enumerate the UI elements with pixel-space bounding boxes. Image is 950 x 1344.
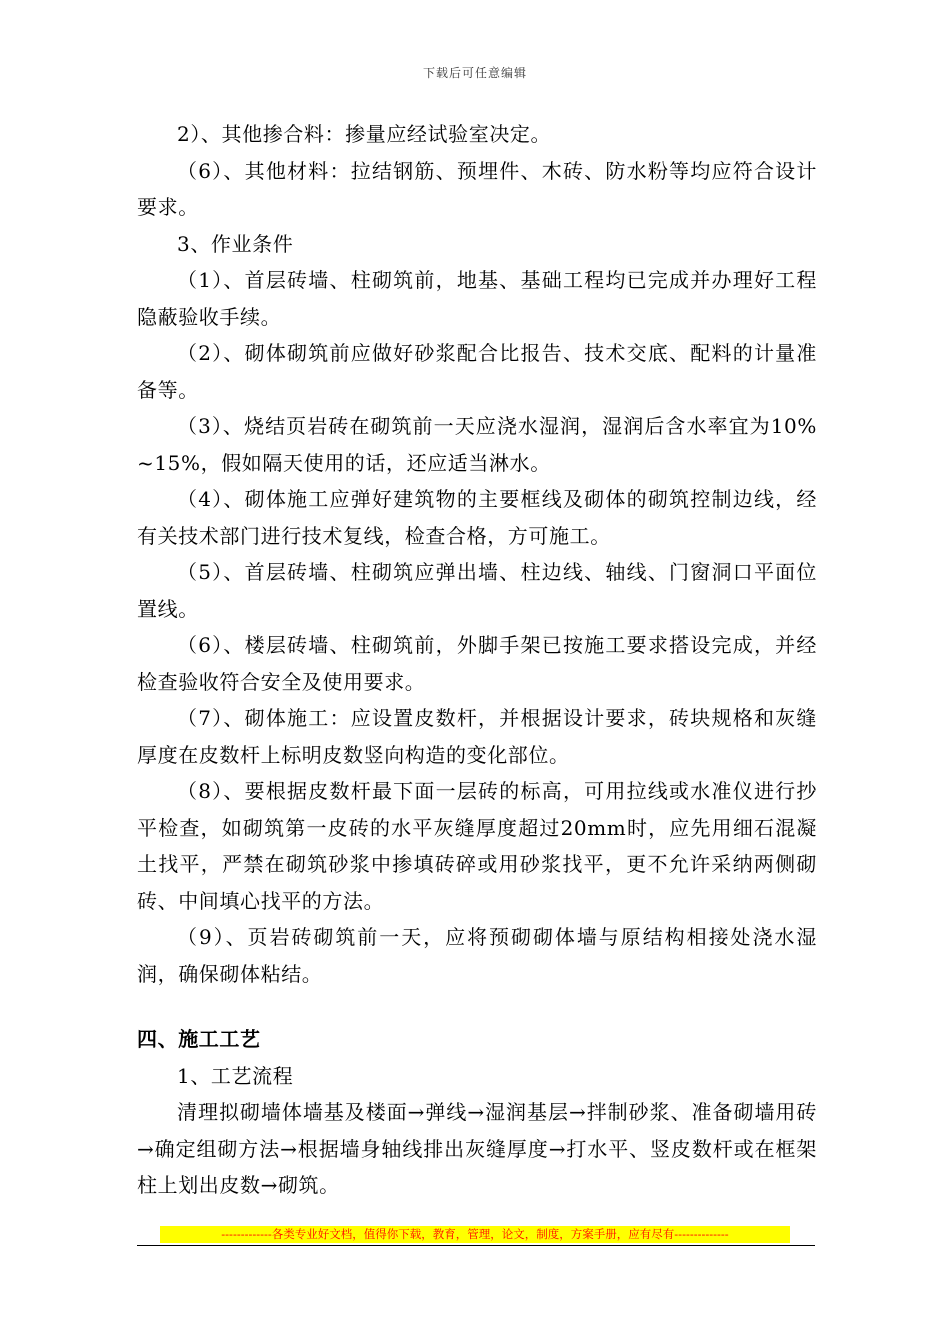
paragraph-condition-1: （1）、首层砖墙、柱砌筑前，地基、基础工程均已完成并办理好工程隐蔽验收手续。	[137, 268, 817, 329]
paragraph-condition-3: （3）、烧结页岩砖在砌筑前一天应浇水湿润，湿润后含水率宜为10%~15%，假如隔天使用的话，还应适当淋水。	[137, 414, 817, 475]
paragraph-work-conditions-title: 3、作业条件	[177, 231, 294, 256]
footer-divider	[137, 1245, 815, 1246]
paragraph-condition-7: （7）、砌体施工：应设置皮数杆，并根据设计要求，砖块规格和灰缝厚度在皮数杆上标明皮数竖向构造的变化部位。	[137, 706, 817, 767]
paragraph-condition-2: （2）、砌体砌筑前应做好砂浆配合比报告、技术交底、配料的计量准备等。	[137, 341, 817, 402]
section-subheading: 1、工艺流程	[177, 1063, 294, 1088]
section-heading: 四、施工工艺	[137, 1027, 261, 1051]
page-header: 下载后可任意编辑	[422, 66, 527, 80]
document-body	[137, 116, 817, 1204]
process-flow-paragraph: 清理拟砌墙体墙基及楼面→弹线→湿润基层→拌制砂浆、准备砌墙用砖→确定组砌方法→根据墙身轴线排出灰缝厚度→打水平、竖皮数杆或在框架柱上划出皮数→砌筑。	[137, 1100, 817, 1197]
paragraph-condition-8: （8）、要根据皮数杆最下面一层砖的标高，可用拉线或水准仪进行抄平检查，如砌筑第一皮砖的水平灰缝厚度超过20mm时，应先用细石混凝土找平，严禁在砌筑砂浆中掺填砖碎或用砂浆找平，更不允许采纳两侧砌砖、中间填心找平的方法。	[137, 779, 817, 913]
footer-banner: -------------各类专业好文档，值得你下载，教育，管理，论文，制度，方案手册，应有尽有--------------	[160, 1226, 790, 1243]
paragraph-other-materials: （6）、其他材料：拉结钢筋、预埋件、木砖、防水粉等均应符合设计要求。	[137, 158, 817, 219]
paragraph-condition-5: （5）、首层砖墙、柱砌筑应弹出墙、柱边线、轴线、门窗洞口平面位置线。	[137, 560, 817, 621]
paragraph-condition-9: （9）、页岩砖砌筑前一天，应将预砌砌体墙与原结构相接处浇水湿润，确保砌体粘结。	[137, 925, 817, 986]
paragraph-condition-4: （4）、砌体施工应弹好建筑物的主要框线及砌体的砌筑控制边线，经有关技术部门进行技术复线，检查合格，方可施工。	[137, 487, 817, 548]
paragraph-condition-6: （6）、楼层砖墙、柱砌筑前，外脚手架已按施工要求搭设完成，并经检查验收符合安全及使用要求。	[137, 633, 817, 694]
paragraph-other-admixture: 2）、其他掺合料：掺量应经试验室决定。	[177, 122, 552, 146]
